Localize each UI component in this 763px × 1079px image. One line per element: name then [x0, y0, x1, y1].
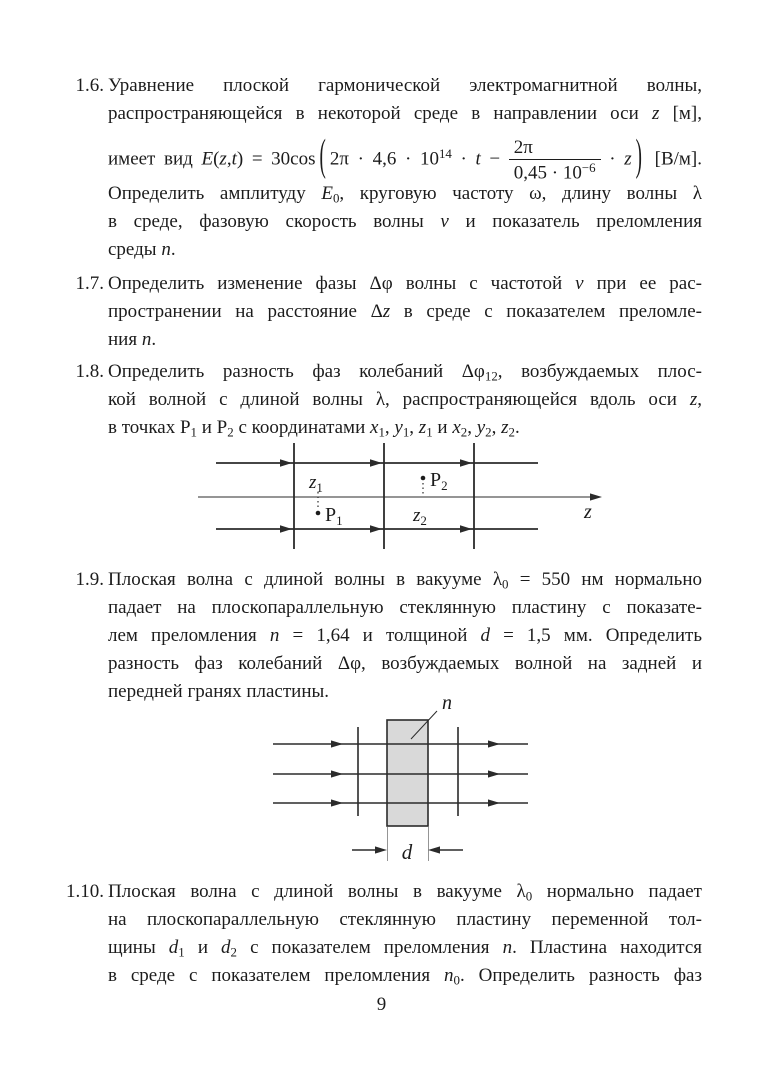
problem-number: 1.10. [66, 881, 104, 902]
text-line: Определить изменение фазы Δφ волны с частотой ν при ее рас- [108, 273, 702, 294]
arrowhead [370, 525, 382, 533]
label-z2: $z_2$ [413, 505, 427, 528]
formula-line: имеет вид E(z,t) = 30cos ( $2\pi \cdot 4,6 \cdot 10^{14} \cdot t$ − $\frac{2\pi}{0,45 \cdot 10^{-6}}$ · z ) [В/м]. [108, 132, 703, 184]
problem-1-8 [60, 358, 702, 442]
problem-text [108, 270, 702, 354]
problem-text [108, 358, 702, 442]
page-number: 9 [376, 994, 387, 1015]
text-line: кой волной с длиной волны λ, распространяющейся вдоль оси z, [108, 389, 702, 410]
text-line: в среде с показателем преломления $n_0$. Определить разность фаз [108, 965, 702, 988]
problem-number: 1.6. [75, 75, 104, 96]
text-line: ния n. [108, 329, 157, 350]
text-line: в точках $P_1$ и $P_2$ с координатами $x_1$, $y_1$, $z_1$ и $x_2$, $y_2$, $z_2$. [108, 417, 520, 440]
problem-1-9 [60, 566, 702, 706]
problem-number: 1.9. [75, 569, 104, 590]
arrowhead [488, 799, 500, 806]
arrowhead [428, 846, 440, 853]
text-line: падает на плоскопараллельную стеклянную пластину с показате- [108, 597, 702, 618]
ray-bottom [216, 525, 538, 533]
problem-1-10 [60, 878, 702, 990]
arrowhead [488, 770, 500, 777]
thickness-dimension [352, 827, 463, 864]
z-axis-label: z [584, 501, 592, 523]
point-p1 [308, 472, 343, 528]
text-line: среды n. [108, 239, 176, 260]
text-line: распространяющейся в некоторой среде в направлении оси z [м], [108, 103, 702, 124]
ray-top [216, 459, 538, 467]
arrowhead [331, 740, 343, 747]
problem-number: 1.8. [75, 361, 104, 382]
text-line: Определить амплитуду $E_0$, круговую частоту ω, длину волны λ [108, 183, 702, 206]
text-line: в среде, фазовую скорость волны v и показатель преломления [108, 211, 703, 232]
arrowhead [460, 525, 472, 533]
problem-text [108, 566, 702, 706]
arrowhead [590, 493, 602, 500]
point-dot [316, 511, 321, 516]
label-z1: $z_1$ [309, 472, 323, 495]
arrowhead [370, 459, 382, 467]
point-p2 [412, 469, 448, 528]
text-line: на плоскопараллельную стеклянную пластину переменной тол- [108, 909, 702, 930]
label-p1: $P_1$ [325, 504, 343, 528]
problem-number: 1.7. [75, 273, 104, 294]
text-line: Плоская волна с длиной волны в вакууме $\lambda_0 = 550$ нм нормально [108, 569, 702, 592]
glass-plate-diagram [265, 693, 535, 868]
text-line: пространении на расстояние Δz в среде с показателем преломле- [108, 301, 703, 322]
problem-1-7 [60, 270, 702, 354]
text-line: Плоская волна с длиной волны в вакууме $\lambda_0$ нормально падает [108, 881, 702, 904]
label-p2: $P_2$ [430, 469, 448, 493]
point-dot [421, 476, 426, 481]
label-d: d [401, 840, 413, 864]
arrowhead [280, 459, 292, 467]
arrowhead [375, 846, 387, 853]
problem-1-6 [60, 72, 702, 264]
text-line: лем преломления n = 1,64 и толщиной d = 1,5 мм. Определить [108, 625, 702, 646]
arrowhead [280, 525, 292, 533]
arrowhead [331, 799, 343, 806]
text-line: Уравнение плоской гармонической электромагнитной волны, [108, 75, 702, 96]
arrowhead [488, 740, 500, 747]
wavefront-diagram [195, 441, 615, 553]
label-n: n [442, 692, 452, 714]
glass-plate [387, 720, 428, 826]
problem-text [108, 878, 702, 990]
wavefront-lines [294, 443, 474, 549]
text-line: передней гранях пластины. [108, 681, 330, 702]
text-line: щины $d_1$ и $d_2$ с показателем преломления n. Пластина находится [108, 937, 702, 960]
arrowhead [331, 770, 343, 777]
problem-text [108, 72, 702, 264]
z-axis [198, 493, 602, 523]
arrowhead [460, 459, 472, 467]
text-line: Определить разность фаз колебаний $\Delta\varphi_{12}$, возбуждаемых плос- [108, 361, 702, 384]
text-line: разность фаз колебаний Δφ, возбуждаемых волной на задней и [108, 653, 702, 674]
